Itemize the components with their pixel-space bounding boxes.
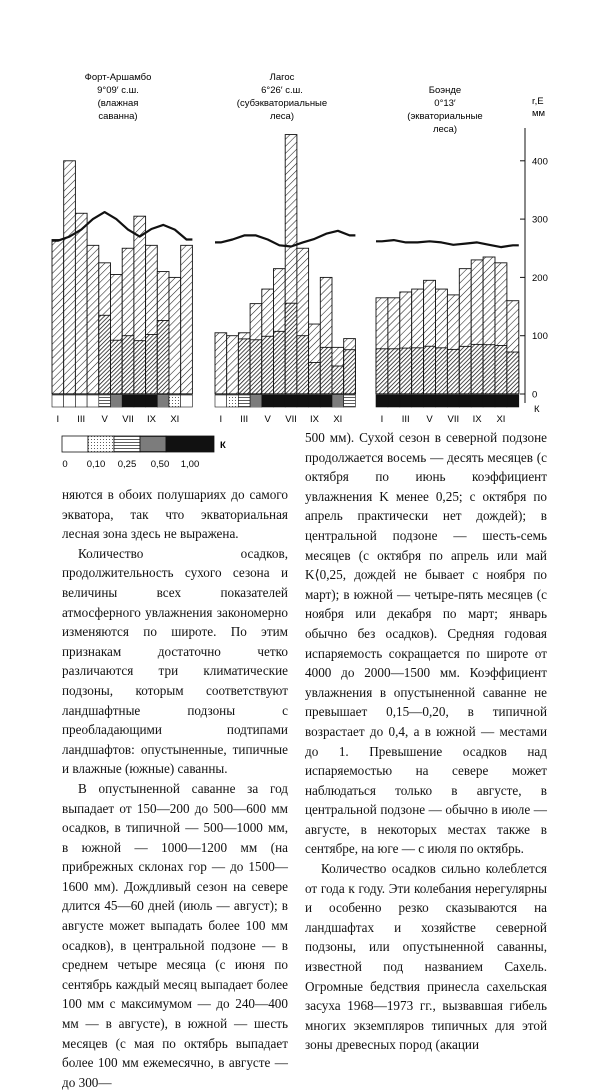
k-strip-cell: [285, 395, 297, 407]
k-strip-cell: [376, 395, 388, 407]
k-strip-cell: [332, 395, 344, 407]
precip-bar-lower: [320, 347, 332, 394]
k-strip-cell: [388, 395, 400, 407]
y-tick-label: 0: [532, 389, 538, 401]
y-axis-unit: r,E: [532, 96, 544, 107]
precip-bar-lower: [238, 339, 250, 394]
k-strip-cell: [99, 395, 111, 407]
k-strip-cell: [274, 395, 286, 407]
paragraph: Количество осадков сильно колеблется от года к году. Эти колебания нерегулярны и особенно резко сказываются на ландшафтах и хозяйстве северной подзоны, или опустыненной саванны, известной под названием Сахель. Огромные бедствия принесла сахельская засуха 1968—1973 гг., вызвавшая гибель многих экземпляров типичных для этой зоны древесных пород (акации: [305, 861, 547, 1053]
month-label: I: [56, 414, 60, 425]
precip-bar: [181, 245, 193, 394]
k-strip-cell: [157, 395, 169, 407]
station-header-1: [237, 72, 327, 122]
month-label: V: [264, 414, 271, 425]
legend-swatch-3: [140, 436, 166, 452]
precip-bar-lower: [122, 336, 134, 394]
k-strip-cell: [146, 395, 158, 407]
precip-bar-lower: [146, 335, 158, 394]
precip-bar-lower: [507, 352, 519, 394]
precip-bar-lower: [344, 350, 356, 394]
month-label: I: [219, 414, 223, 425]
station-name: Боэнде: [428, 85, 462, 96]
y-tick-label: 400: [532, 156, 548, 168]
precip-bar: [215, 333, 227, 394]
precip-bar: [75, 213, 87, 394]
station-name: Лагос: [269, 72, 295, 83]
legend-swatch-4: [166, 436, 214, 452]
k-strip-cell: [447, 395, 459, 407]
k-strip-cell: [250, 395, 262, 407]
k-strip-cell: [238, 395, 250, 407]
paragraph: Количество осадков, продолжительность сухого сезона и величины всех показателей атмосферного увлажнения закономерно изменяются по широте. По этим признакам достаточно четко различаются три климатические подзоны, которым соответствуют ландшафтные подзоны с преобладающими подтипами ландшафтов: опустыненные, типичные и влажные (южные) саванны.: [62, 545, 288, 777]
paragraph: няются в обоих полушариях до самого экватора, так что экваториальная лесная зона здесь не выражена.: [62, 487, 288, 542]
month-label: VII: [447, 414, 460, 425]
k-strip-cell: [215, 395, 227, 407]
precip-bar-lower: [376, 349, 388, 394]
precip-bar: [64, 161, 76, 394]
precip-bar-lower: [274, 331, 286, 394]
k-strip-cell: [181, 395, 193, 407]
climate-figure: [0, 0, 600, 480]
precip-bar-lower: [157, 321, 169, 394]
month-label: V: [426, 414, 433, 425]
k-strip-cell: [483, 395, 495, 407]
text-column-right: [305, 428, 547, 1055]
month-label: I: [380, 414, 384, 425]
station-name: Форт-Аршамбо: [84, 72, 152, 83]
precip-bar-lower: [495, 345, 507, 394]
k-strip-cell: [412, 395, 424, 407]
k-strip-cell: [64, 395, 76, 407]
precip-bar-lower: [250, 340, 262, 394]
legend-value: 0,10: [86, 459, 106, 470]
month-label: III: [240, 414, 249, 425]
k-strip-cell: [400, 395, 412, 407]
station-chart-1: [215, 135, 355, 407]
precip-bar-lower: [134, 341, 146, 394]
k-strip-cell: [134, 395, 146, 407]
precip-bar-lower: [412, 348, 424, 394]
k-strip-cell: [436, 395, 448, 407]
legend-k-label: К: [220, 440, 226, 451]
k-strip-cell: [344, 395, 356, 407]
station-zone: саванна): [98, 111, 138, 122]
station-header-0: [85, 72, 152, 122]
k-legend: [62, 436, 226, 470]
station-zone: (влажная: [97, 98, 139, 109]
k-strip-cell: [52, 395, 64, 407]
y-tick-label: 300: [532, 214, 548, 226]
y-axis: [520, 96, 548, 415]
legend-swatch-2: [114, 436, 140, 452]
legend-value: 0,25: [117, 459, 137, 470]
precip-bar: [52, 240, 64, 394]
legend-value: 1,00: [180, 459, 200, 470]
precip-bar-lower: [332, 366, 344, 394]
k-strip-cell: [297, 395, 309, 407]
precip-bar-lower: [285, 303, 297, 394]
precip-bar: [87, 245, 99, 394]
y-axis-unit: мм: [532, 108, 546, 119]
paragraph: В опустыненной саванне за год выпадает от 150—200 до 500—600 мм осадков, в типичной — 500—1000 мм, в южной — 1000—1200 мм (на прибрежных склонах гор — до 1500—1600 мм). Дождливый сезон на севере длится 45—60 дней (июль — август); в августе может выпадать более 100 мм осадков), в центральной подзоне — в среднем четыре месяца (с июня по сентябрь каждый месяц выпадает более 100 мм с максимумом — до 240—400 мм — в августе), в южной — шесть месяцев (с мая по октябрь выпадает более 100 мм ежемесячно, в августе — до 300—: [62, 780, 288, 1090]
precip-bar-lower: [483, 345, 495, 394]
legend-value: 0,50: [150, 459, 170, 470]
k-strip-cell: [75, 395, 87, 407]
month-label: III: [77, 414, 86, 425]
station-coords: 6°26′ с.ш.: [261, 85, 303, 96]
evaporation-curve: [376, 240, 519, 247]
station-zone: леса): [432, 124, 458, 135]
k-strip-cell: [227, 395, 239, 407]
legend-swatch-0: [62, 436, 88, 452]
precip-bar: [169, 277, 181, 394]
month-label: V: [101, 414, 108, 425]
month-label: XI: [333, 414, 343, 425]
precip-bar-lower: [459, 346, 471, 394]
month-label: IX: [309, 414, 319, 425]
station-header-2: [407, 85, 482, 135]
precip-bar-lower: [424, 346, 436, 394]
k-strip-cell: [471, 395, 483, 407]
k-strip-cell: [262, 395, 274, 407]
station-zone: (экваториальные: [407, 111, 483, 122]
legend-value: 0: [62, 459, 68, 470]
precip-bar-lower: [447, 349, 459, 394]
station-zone: (субэкваториальные: [236, 98, 328, 109]
precip-bar-lower: [111, 340, 123, 394]
precip-bar-lower: [388, 349, 400, 394]
month-label: XI: [170, 414, 180, 425]
k-row-label: К: [534, 404, 540, 415]
station-chart-2: [376, 240, 519, 407]
precip-bar-lower: [309, 363, 321, 394]
precip-bar-lower: [400, 348, 412, 394]
y-tick-label: 100: [532, 331, 548, 343]
k-strip-cell: [122, 395, 134, 407]
month-label: VII: [122, 414, 134, 425]
station-coords: 9°09′ с.ш.: [97, 85, 139, 96]
y-tick-label: 200: [532, 272, 548, 284]
legend-swatch-1: [88, 436, 114, 452]
month-label: III: [401, 414, 410, 425]
k-strip-cell: [309, 395, 321, 407]
text-column-left: [62, 485, 288, 1092]
paragraph: 500 мм). Сухой сезон в северной подзоне продолжается восемь — десять месяцев (с октября по июнь коэффициент увлажнения K менее 0,25; с октября по апрель практически нет дождей); в центральной подзоне — шесть-семь месяцев (с октября по апрель или май K⟨0,25, дождей не бывает с ноября по март); в южной — четыре-пять месяцев (с ноября или декабря по март; январь обычно без осадков). Средняя годовая испаряемость сокращается по широте от 4000 до 2000—1500 мм. Коэффициент увлажнения в опустыненной саванне не превышает 0,15—0,20, в типичной возрастает до 0,4, а в южной — местами до 1. Превышение осадков над испаряемостью на севере может наблюдаться только в августе, в центральной подзоне — обычно в июле — августе, в некоторых местах также в сентябре, на юге — с июля по октябрь.: [305, 430, 547, 857]
precip-bar-lower: [297, 336, 309, 394]
month-label: IX: [146, 414, 156, 425]
k-strip-cell: [495, 395, 507, 407]
station-chart-0: [52, 161, 192, 407]
precip-bar-lower: [262, 336, 274, 394]
month-label: IX: [472, 414, 482, 425]
precip-bar-lower: [99, 315, 111, 394]
k-strip-cell: [459, 395, 471, 407]
k-strip-cell: [169, 395, 181, 407]
k-strip-cell: [111, 395, 123, 407]
k-strip-cell: [424, 395, 436, 407]
station-coords: 0°13′: [434, 98, 456, 109]
precip-bar-lower: [436, 348, 448, 394]
k-strip-cell: [507, 395, 519, 407]
precip-bar: [227, 336, 239, 394]
month-label: XI: [496, 414, 506, 425]
station-zone: леса): [269, 111, 295, 122]
month-label: VII: [285, 414, 297, 425]
k-strip-cell: [87, 395, 99, 407]
precip-bar-lower: [471, 344, 483, 394]
k-strip-cell: [320, 395, 332, 407]
